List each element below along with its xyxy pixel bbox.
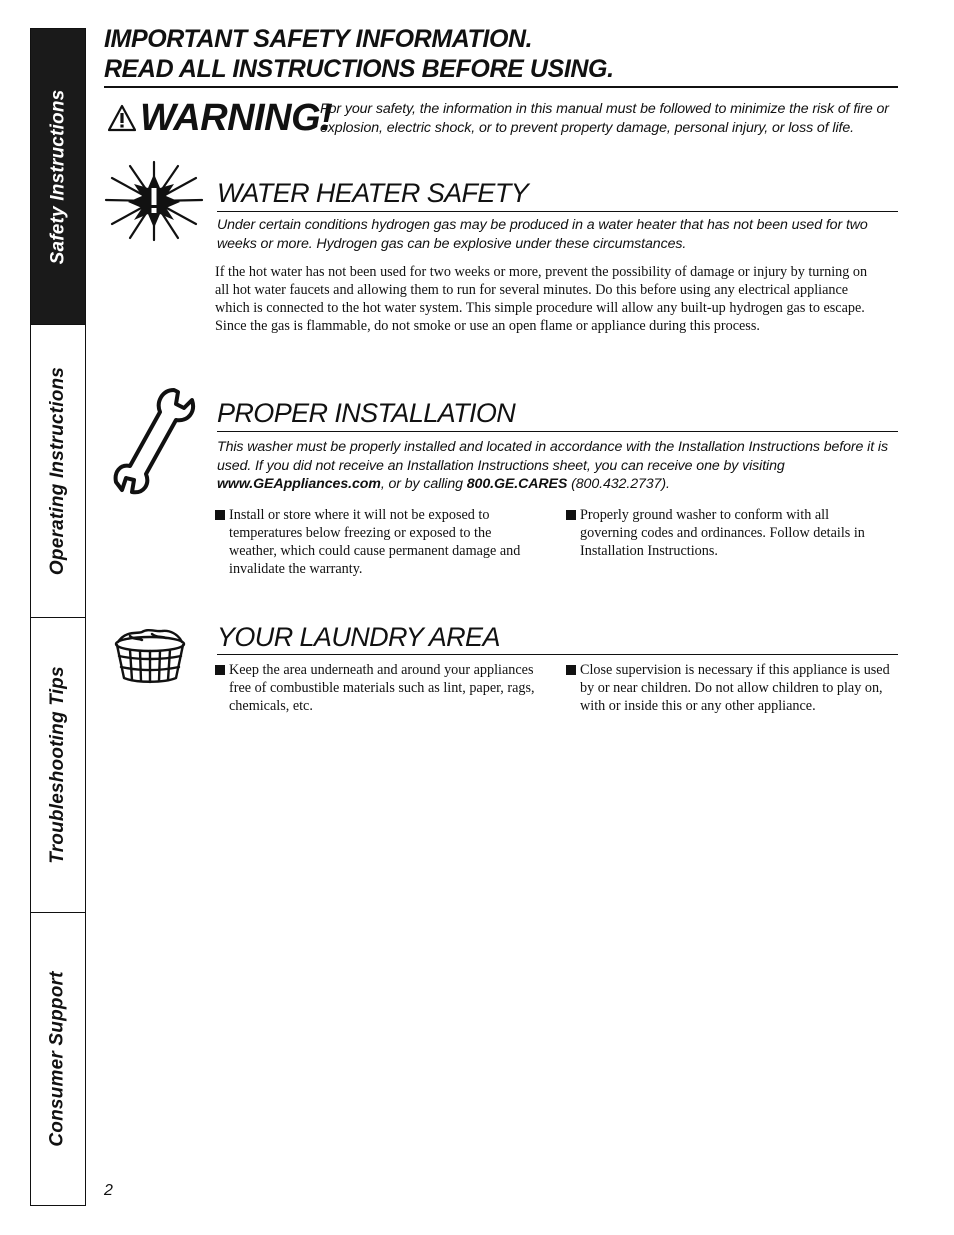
page-title [104,24,904,84]
tab-label: Consumer Support [47,970,69,1147]
tab-troubleshooting-tips[interactable] [31,618,85,913]
bullet-text: Properly ground washer to conform with all governing codes and ordinances. Follow details in Installation Instructions. [580,507,865,559]
wrench-icon [110,384,198,496]
page-number: 2 [104,1182,113,1199]
installation-intro [217,438,897,494]
phone-number: (800.432.2737). [567,476,670,492]
bullet-square-icon [215,510,225,520]
list-item [215,661,535,715]
bullet-square-icon [566,510,576,520]
tab-label: Troubleshooting Tips [47,666,68,864]
phone-word: 800.GE.CARES [466,476,568,492]
tab-label: Safety Instructions [47,89,68,264]
section-divider [217,654,898,655]
list-item [566,506,886,560]
side-tab-bar [30,28,86,1206]
tab-operating-instructions[interactable] [31,325,85,618]
bullet-square-icon [215,665,225,675]
title-divider [104,86,898,88]
section-divider [217,431,898,432]
section-title-proper-installation: PROPER INSTALLATION [217,398,516,428]
tab-consumer-support[interactable] [31,913,85,1204]
laundry-basket-icon [112,626,188,684]
list-item [566,661,892,715]
section-title-water-heater-safety: WATER HEATER SAFETY [217,178,529,208]
installation-intro-text: , or by calling [380,476,467,492]
warning-triangle-icon [108,104,136,132]
bullet-square-icon [566,665,576,675]
title-line-1: IMPORTANT SAFETY INFORMATION. [104,25,533,53]
section-title-your-laundry-area: YOUR LAUNDRY AREA [217,622,500,652]
installation-intro-text: This washer must be properly installed and located in accordance with the Installation Instructions before it is used. If you did not receive an Installation Instructions sheet, you can receive one by visiting [217,439,888,474]
warning-text: For your safety, the information in this manual must be followed to minimize the risk of fire or explosion, electric shock, or to prevent property damage, personal injury, or loss of life. [320,101,889,136]
warning-heading [108,96,332,140]
list-item [215,506,525,578]
tab-label: Operating Instructions [47,366,69,576]
bullet-text: Close supervision is necessary if this appliance is used by or near children. Do not allow children to play on, with or inside this or any other appliance. [580,662,890,714]
tab-safety-instructions[interactable] [31,29,85,325]
explosion-icon [104,160,204,242]
website-link[interactable]: www.GEAppliances.com [217,476,381,492]
warning-label: WARNING! [140,97,333,139]
bullet-text: Keep the area underneath and around your appliances free of combustible materials such as lint, paper, rags, chemicals, etc. [229,662,535,714]
section-divider [217,211,898,212]
title-line-2: READ ALL INSTRUCTIONS BEFORE USING. [104,55,614,83]
water-heater-body: If the hot water has not been used for two weeks or more, prevent the possibility of damage or injury by turning on all hot water faucets and allowing them to run for several minutes. Do this before using any electrical appliance which is connected to the hot water system. This simple procedure will allow any built-up hydrogen gas to escape. Since the gas is flammable, do not smoke or use an open flame or appliance during this process. [215,264,868,334]
water-heater-intro: Under certain conditions hydrogen gas may be produced in a water heater that has not been used for two weeks or more. Hydrogen gas can be explosive under these circumstances. [217,217,868,252]
bullet-text: Install or store where it will not be exposed to temperatures below freezing or exposed to the weather, which could cause permanent damage and invalidate the warranty. [229,507,521,577]
